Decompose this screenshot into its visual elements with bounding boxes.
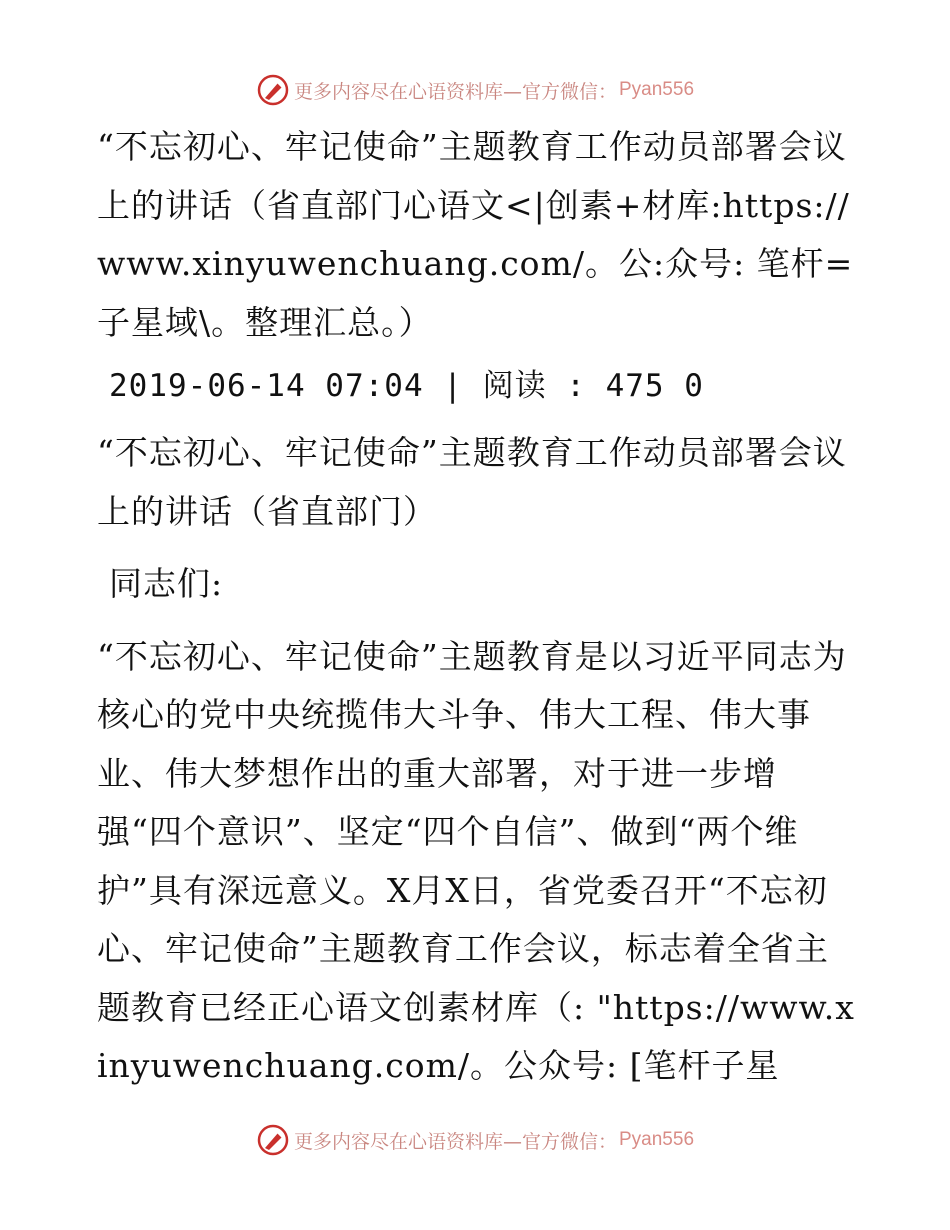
article-title: “不忘初心、牢记使命”主题教育工作动员部署会议上的讲话（省直部门心语文<|创素+材库:https://www.xinyuwenchuang.com/。公:众号: 笔杆=子星域\。整理汇总。） [97,127,854,342]
footer-watermark [0,1120,950,1160]
header-watermark [0,70,950,110]
document-body [97,118,857,1096]
pen-nib-logo-icon [256,1123,290,1157]
article-subtitle: “不忘初心、牢记使命”主题教育工作动员部署会议上的讲话（省直部门） [97,433,847,531]
watermark-text: 更多内容尽在心语资料库—官方微信： [293,80,617,103]
pen-nib-logo-icon [256,73,290,107]
article-meta: 2019-06-14 07:04 | 阅读 : 475 0 [109,368,704,404]
watermark-wechat-id: Pyan556 [619,79,695,100]
watermark-wechat-id: Pyan556 [619,1129,695,1150]
body-paragraph: “不忘初心、牢记使命”主题教育是以习近平同志为核心的党中央统揽伟大斗争、伟大工程、伟大事业、伟大梦想作出的重大部署，对于进一步增强“四个意识”、坚定“四个自信”、做到“两个维护”具有深远意义。X月X日，省党委召开“不忘初心、牢记使命”主题教育工作会议，标志着全省主题教育已经正心语文创素材库（: "https://www.xinyuwenchuang.com/。公众号: [笔杆子星 [97,636,855,1085]
watermark-text: 更多内容尽在心语资料库—官方微信： [293,1130,617,1153]
greeting: 同志们: [109,564,224,603]
